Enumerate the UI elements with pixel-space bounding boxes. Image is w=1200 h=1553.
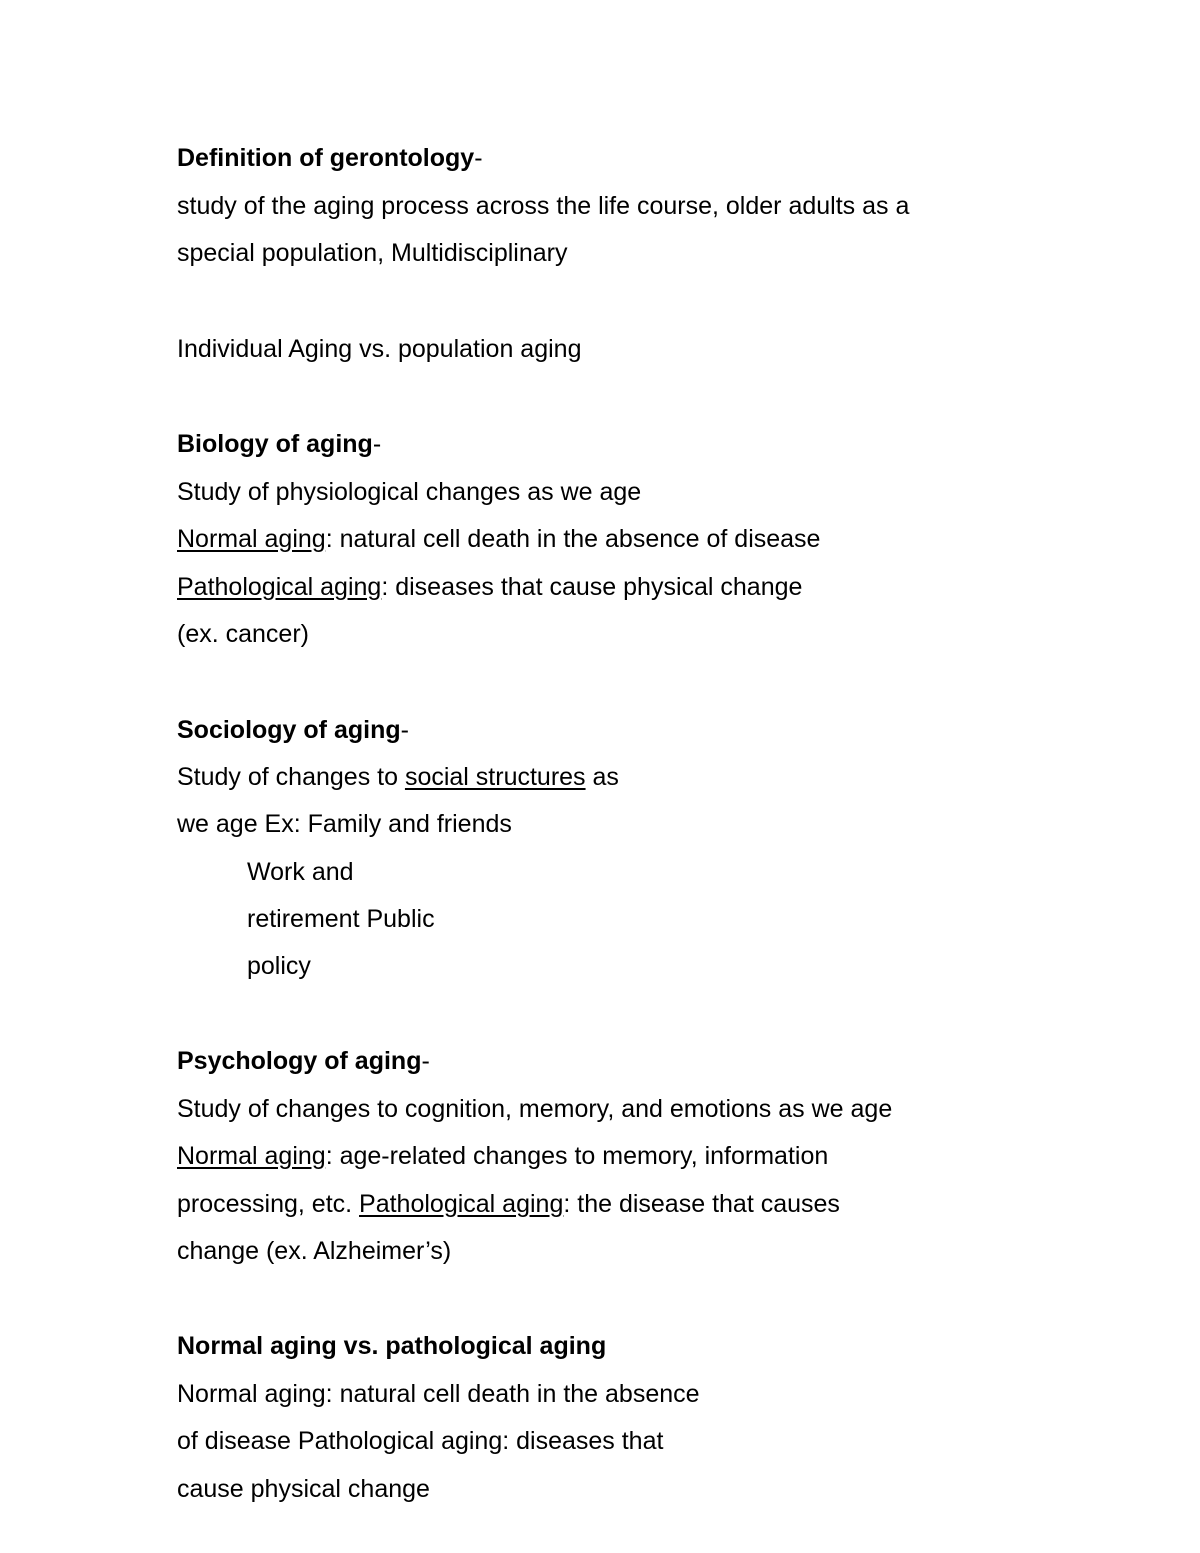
biology-line-1: Study of physiological changes as we age	[177, 478, 642, 506]
heading-dash: -	[400, 716, 409, 744]
psychology-line-1: Study of changes to cognition, memory, and emotions as we age	[177, 1095, 893, 1123]
normal-aging-term: Normal aging	[177, 525, 326, 553]
biology-example-line: (ex. cancer)	[177, 620, 309, 648]
normal-vs-pathological-line-1: Normal aging: natural cell death in the absence	[177, 1380, 700, 1408]
social-structures-term: social structures	[404, 763, 586, 791]
normal-vs-pathological-heading: Normal aging vs. pathological aging	[177, 1332, 607, 1360]
sociology-line-5: policy	[247, 952, 311, 980]
heading-dash: -	[421, 1047, 430, 1075]
normal-aging-term: Normal aging	[177, 1142, 326, 1170]
biology-heading-line	[177, 429, 381, 459]
sociology-line-1-pre: Study of changes to	[177, 763, 405, 791]
gerontology-heading: Definition of gerontology	[177, 144, 475, 172]
gerontology-definition-line-2: special population, Multidisciplinary	[177, 239, 568, 267]
sociology-heading-line	[177, 715, 409, 745]
sociology-line-3: Work and	[247, 858, 354, 886]
sociology-line-1	[177, 762, 619, 792]
psychology-example-line: change (ex. Alzheimer’s)	[177, 1237, 452, 1265]
pathological-aging-term: Pathological aging	[359, 1190, 564, 1218]
heading-dash: -	[474, 144, 483, 172]
sociology-line-1-post: as	[585, 763, 619, 791]
normal-aging-text: : age-related changes to memory, information	[325, 1142, 829, 1170]
gerontology-heading-line	[177, 143, 483, 173]
psychology-line-3-pre: processing, etc.	[177, 1190, 360, 1218]
biology-pathological-aging-line	[177, 572, 802, 602]
normal-vs-pathological-line-3: cause physical change	[177, 1475, 430, 1503]
sociology-heading: Sociology of aging	[177, 716, 401, 744]
sociology-line-2: we age Ex: Family and friends	[177, 810, 512, 838]
pathological-aging-text: : the disease that causes	[563, 1190, 840, 1218]
sociology-line-4: retirement Public	[247, 905, 435, 933]
gerontology-definition-line-1: study of the aging process across the life course, older adults as a	[177, 192, 910, 220]
heading-dash: -	[372, 430, 382, 458]
biology-normal-aging-line	[177, 524, 820, 554]
psychology-heading: Psychology of aging	[177, 1047, 422, 1075]
psychology-normal-aging-line	[177, 1141, 828, 1171]
normal-aging-text: : natural cell death in the absence of disease	[325, 525, 821, 553]
pathological-aging-term: Pathological aging	[177, 573, 382, 601]
psychology-heading-line	[177, 1046, 430, 1076]
biology-heading: Biology of aging	[177, 430, 373, 458]
individual-vs-population-line: Individual Aging vs. population aging	[177, 335, 582, 363]
psychology-pathological-aging-line	[177, 1189, 840, 1219]
pathological-aging-text: : diseases that cause physical change	[381, 573, 803, 601]
normal-vs-pathological-line-2: of disease Pathological aging: diseases that	[177, 1427, 664, 1455]
